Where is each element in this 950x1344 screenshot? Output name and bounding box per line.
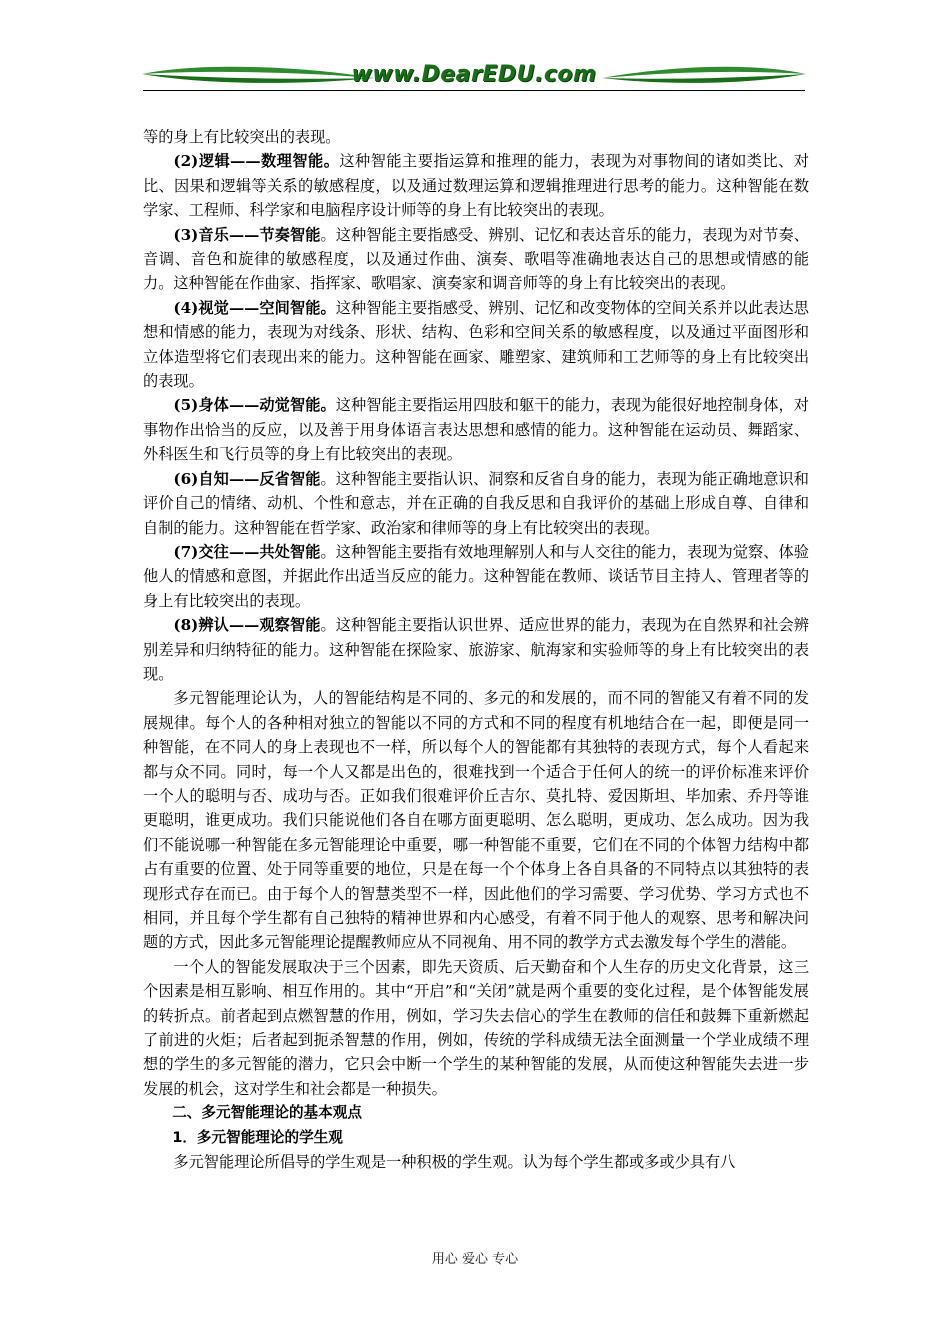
page-footer: 用心 爱心 专心 [431, 1252, 519, 1267]
paragraph: (7)交往——共处智能。这种智能主要指有效地理解别人和与人交往的能力，表现为觉察、体验他人的情感和意图，并据此作出适当反应的能力。这种智能在教师、谈话节目主持人、管理者等的身上有比较突出的表现。 [143, 542, 809, 610]
paragraph: 等的身上有比较突出的表现。 [143, 128, 341, 146]
document-body [143, 125, 809, 1174]
site-logo-text: www.DearEDU.com [351, 62, 597, 87]
paragraph: (4)视觉——空间智能。这种智能主要指感受、辨别、记忆和改变物体的空间关系并以此表达思想和情感的能力，表现为对线条、形状、结构、色彩和空间关系的敏感程度，以及通过平面图形和立体造型将它们表现出来的能力。这种智能在画家、雕塑家、建筑师和工艺师等的身上有比较突出的表现。 [143, 298, 809, 391]
header-rule [143, 90, 805, 91]
section-heading: 二、多元智能理论的基本观点 [172, 1104, 362, 1122]
page-header [140, 58, 808, 98]
paragraph: (5)身体——动觉智能。这种智能主要指运用四肢和躯干的能力，表现为能很好地控制身体，对事物作出恰当的反应，以及善于用身体语言表达思想和感情的能力。这种智能在运动员、舞蹈家、外科医生和飞行员等的身上有比较突出的表现。 [143, 396, 809, 464]
paragraph: (6)自知——反省智能。这种智能主要指认识、洞察和反省自身的能力，表现为能正确地意识和评价自己的情绪、动机、个性和意志，并在正确的自我反思和自我评价的基础上形成自尊、自律和自制的能力。这种智能在哲学家、政治家和律师等的身上有比较突出的表现。 [143, 469, 809, 537]
paragraph: 多元智能理论认为，人的智能结构是不同的、多元的和发展的，而不同的智能又有着不同的发展规律。每个人的各种相对独立的智能以不同的方式和不同的程度有机地结合在一起，即便是同一种智能，在不同人的身上表现也不一样，所以每个人的智能都有其独特的表现方式，每个人看起来都与众不同。同时，每一个人又都是出色的，很难找到一个适合于任何人的统一的评价标准来评价一个人的聪明与否、成功与否。正如我们很难评价丘吉尔、莫扎特、爱因斯坦、毕加索、乔丹等谁更聪明，谁更成功。我们只能说他们各自在哪方面更聪明、怎么聪明，更成功、怎么成功。因为我们不能说哪一种智能在多元智能理论中重要，哪一种智能不重要，它们在不同的个体智力结构中都占有重要的位置、处于同等重要的地位，只是在每一个个体身上各自具备的不同特点以其独特的表现形式存在而已。由于每个人的智慧类型不一样，因此他们的学习需要、学习优势、学习方式也不相同，并且每个学生都有自己独特的精神世界和内心感受，有着不同于他人的观察、思考和解决问题的方式，因此多元智能理论提醒教师应从不同视角、用不同的教学方式去激发每个学生的潜能。 [143, 689, 809, 952]
paragraph: 一个人的智能发展取决于三个因素，即先天资质、后天勤奋和个人生存的历史文化背景，这三个因素是相互影响、相互作用的。其中“开启”和“关闭”就是两个重要的变化过程，是个体智能发展的转折点。前者起到点燃智慧的作用，例如，学习失去信心的学生在教师的信任和鼓舞下重新燃起了前进的火炬；后者起到扼杀智慧的作用，例如，传统的学科成绩无法全面测量一个学业成绩不理想的学生的多元智能的潜力，它只会中断一个学生的某种智能的发展，从而使这种智能失去进一步发展的机会，这对学生和社会都是一种损失。 [143, 957, 809, 1098]
paragraph: 多元智能理论所倡导的学生观是一种积极的学生观。认为每个学生都或多或少具有八 [173, 1153, 736, 1172]
paragraph: (2)逻辑——数理智能。这种智能主要指运算和推理的能力，表现为对事物间的诸如类比、对比、因果和逻辑等关系的敏感程度，以及通过数理运算和逻辑推理进行思考的能力。这种智能在数学家、工程师、科学家和电脑程序设计师等的身上有比较突出的表现。 [143, 152, 809, 220]
paragraph: (8)辨认——观察智能。这种智能主要指认识世界、适应世界的能力，表现为在自然界和社会辨别差异和归纳特征的能力。这种智能在探险家、旅游家、航海家和实验师等的身上有比较突出的表现。 [143, 616, 809, 683]
subsection-heading: 1．多元智能理论的学生观 [172, 1128, 343, 1146]
paragraph: (3)音乐——节奏智能。这种智能主要指感受、辨别、记忆和表达音乐的能力，表现为对节奏、音调、音色和旋律的敏感程度，以及通过作曲、演奏、歌唱等准确地表达自己的思想或情感的能力。这种智能在作曲家、指挥家、歌唱家、演奏家和调音师等的身上有比较突出的表现。 [143, 225, 809, 293]
